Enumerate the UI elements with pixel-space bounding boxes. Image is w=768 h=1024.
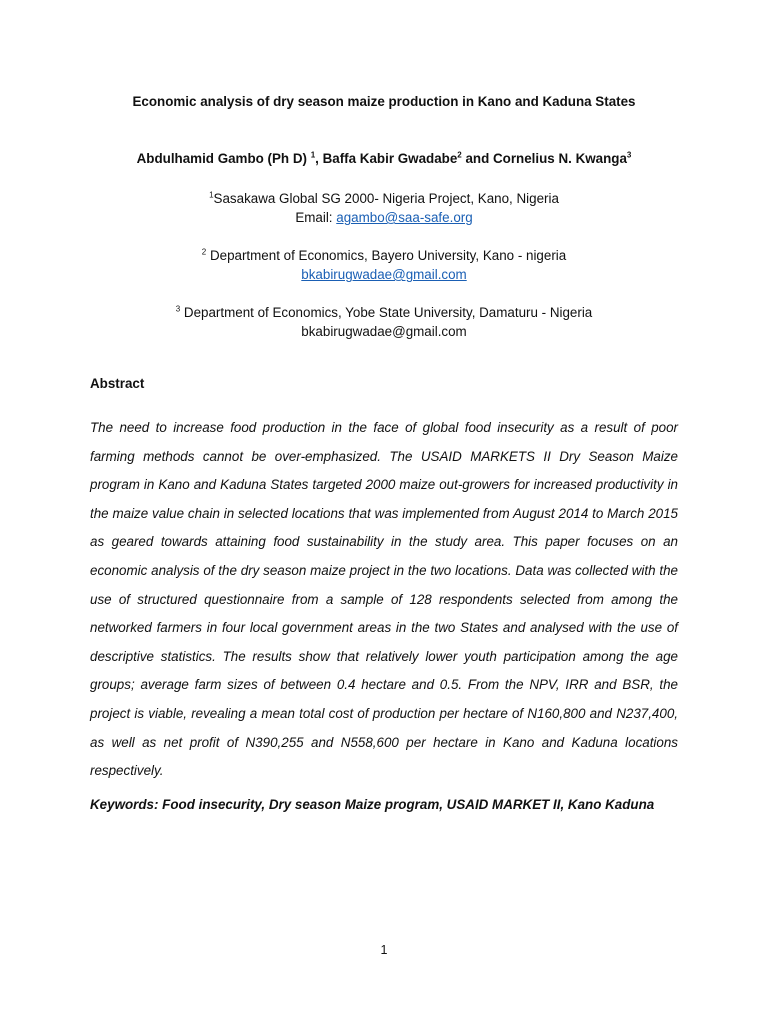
affiliation-1	[0, 189, 768, 227]
affiliation-text: Department of Economics, Yobe State University, Damaturu - Nigeria	[180, 305, 593, 320]
affiliation-superscript: 2	[201, 247, 207, 257]
affiliation-superscript: 3	[175, 304, 181, 314]
author-superscript: 2	[457, 150, 462, 160]
affiliation-2	[0, 246, 768, 284]
author-superscript: 3	[626, 150, 632, 160]
keywords-line: Keywords: Food insecurity, Dry season Maize program, USAID MARKET II, Kano Kaduna	[90, 797, 655, 812]
page-number: 1	[380, 943, 388, 957]
abstract-body: The need to increase food production in the face of global food insecurity as a result of poor farming methods cannot be over-emphasized. The USAID MARKETS II Dry Season Maize program in Kano and Kaduna States targeted 2000 maize out-growers for increased productivity in the maize value chain in selected locations that was implemented from August 2014 to March 2015 as geared towards attaining food sustainability in the study area. This paper focuses on an economic analysis of the dry season maize project in the two locations. Data was collected with the use of structured questionnaire from a sample of 128 respondents selected from among the networked farmers in four local government areas in the two States and analysed with the use of descriptive statistics. The results show that relatively lower youth participation among the age groups; average farm sizes of between 0.4 hectare and 0.5. From the NPV, IRR and BSR, the project is viable, revealing a mean total cost of production per hectare of N160,800 and N237,400, as well as net profit of N390,255 and N558,600 per hectare in Kano and Kaduna locations respectively.	[90, 420, 678, 779]
paper-title: Economic analysis of dry season maize production in Kano and Kaduna States	[132, 94, 636, 109]
author-separator: ,	[315, 151, 323, 166]
author-name: Abdulhamid Gambo (Ph D)	[136, 151, 311, 166]
author-line	[0, 151, 768, 166]
author-superscript: 1	[310, 150, 316, 160]
affiliation-text: Sasakawa Global SG 2000- Nigeria Project, Kano, Nigeria	[213, 191, 559, 206]
affiliation-superscript: 1	[209, 190, 214, 200]
author-separator: and	[461, 151, 493, 166]
email-text: bkabirugwadae@gmail.com	[301, 324, 467, 339]
abstract-heading: Abstract	[90, 376, 145, 391]
email-link[interactable]: agambo@saa-safe.org	[336, 210, 473, 225]
author-name: Cornelius N. Kwanga	[492, 151, 627, 166]
affiliation-text: Department of Economics, Bayero University, Kano - nigeria	[206, 248, 567, 263]
email-label: Email:	[295, 210, 337, 225]
author-name: Baffa Kabir Gwadabe	[322, 151, 458, 166]
email-link[interactable]: bkabirugwadae@gmail.com	[301, 267, 467, 282]
affiliation-3	[0, 303, 768, 341]
